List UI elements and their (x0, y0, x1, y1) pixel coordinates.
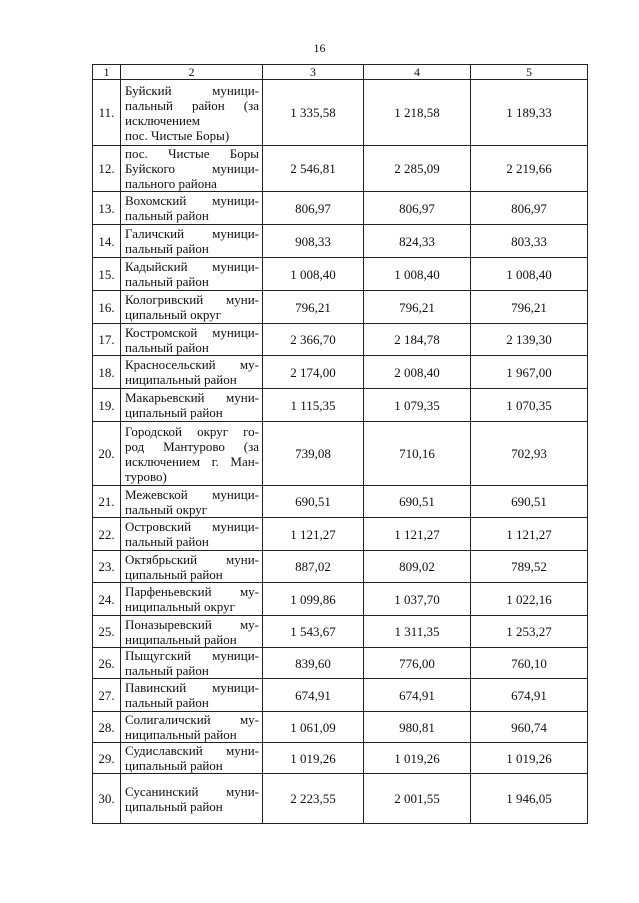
value-cell-v5: 1 070,35 (471, 389, 588, 422)
district-name (121, 80, 263, 146)
district-name-line: Судиславский муни- (125, 743, 259, 758)
value-cell-v4: 824,33 (364, 225, 471, 258)
row-number: 26. (93, 648, 121, 679)
table-row (93, 225, 588, 258)
district-name-line: пального района (125, 176, 217, 191)
district-name-line: турово) (125, 468, 167, 484)
district-name (121, 356, 263, 389)
district-name-line: пальный район (125, 663, 209, 678)
value-cell-v5: 760,10 (471, 648, 588, 679)
value-cell-v3: 2 366,70 (263, 324, 364, 356)
row-number: 12. (93, 146, 121, 192)
value-cell-v5: 796,21 (471, 291, 588, 324)
value-cell-v4: 1 019,26 (364, 743, 471, 774)
value-cell-v3: 796,21 (263, 291, 364, 324)
district-name (121, 518, 263, 551)
table-row (93, 712, 588, 743)
district-name-line: ципальный район (125, 566, 223, 582)
value-cell-v4: 1 037,70 (364, 583, 471, 616)
value-cell-v4: 796,21 (364, 291, 471, 324)
value-cell-v4: 710,16 (364, 422, 471, 486)
value-cell-v3: 839,60 (263, 648, 364, 679)
value-cell-v5: 960,74 (471, 712, 588, 743)
column-header: 3 (263, 65, 364, 80)
district-name-line: пальный район (125, 534, 209, 549)
value-cell-v5: 1 019,26 (471, 743, 588, 774)
district-name-line: род Мантурово (за (125, 438, 259, 454)
value-cell-v3: 887,02 (263, 551, 364, 583)
value-cell-v5: 1 121,27 (471, 518, 588, 551)
value-cell-v5: 1 022,16 (471, 583, 588, 616)
value-cell-v3: 1 543,67 (263, 616, 364, 648)
table-row (93, 616, 588, 648)
row-number: 30. (93, 774, 121, 824)
data-table (92, 64, 588, 824)
value-cell-v3: 739,08 (263, 422, 364, 486)
table-row (93, 743, 588, 774)
column-header: 1 (93, 65, 121, 80)
district-name (121, 389, 263, 422)
table-row (93, 648, 588, 679)
district-name-line: Поназыревский му- (125, 616, 259, 632)
value-cell-v5: 806,97 (471, 192, 588, 225)
district-name-line: Сусанинский муни- (125, 783, 259, 799)
district-name-line: Макарьевский муни- (125, 390, 259, 405)
district-name (121, 648, 263, 679)
value-cell-v5: 1 946,05 (471, 774, 588, 824)
table-row (93, 258, 588, 291)
value-cell-v3: 1 019,26 (263, 743, 364, 774)
district-name-line: исключением г. Ман- (125, 453, 259, 469)
table-row (93, 774, 588, 824)
row-number: 22. (93, 518, 121, 551)
value-cell-v4: 1 008,40 (364, 258, 471, 291)
district-name-line: Буйский муници- (125, 82, 259, 98)
district-name (121, 712, 263, 743)
value-cell-v3: 2 174,00 (263, 356, 364, 389)
value-cell-v3: 2 546,81 (263, 146, 364, 192)
district-name-line: ниципальный район (125, 631, 237, 647)
value-cell-v3: 806,97 (263, 192, 364, 225)
value-cell-v4: 2 184,78 (364, 324, 471, 356)
district-name (121, 225, 263, 258)
district-name (121, 422, 263, 486)
district-name-line: Вохомский муници- (125, 193, 259, 208)
row-number: 28. (93, 712, 121, 743)
district-name-line: ниципальный район (125, 372, 237, 387)
district-name-line: Костромской муници- (125, 324, 259, 340)
value-cell-v4: 1 121,27 (364, 518, 471, 551)
value-cell-v5: 674,91 (471, 679, 588, 712)
district-name-line: Пыщугский муници- (125, 648, 259, 663)
table-row (93, 146, 588, 192)
table-row (93, 422, 588, 486)
table-row (93, 583, 588, 616)
value-cell-v3: 1 061,09 (263, 712, 364, 743)
table-row (93, 80, 588, 146)
district-name (121, 743, 263, 774)
district-name-line: ципальный округ (125, 307, 222, 322)
district-name (121, 774, 263, 824)
value-cell-v5: 803,33 (471, 225, 588, 258)
district-name (121, 551, 263, 583)
value-cell-v4: 809,02 (364, 551, 471, 583)
table-row (93, 291, 588, 324)
row-number: 16. (93, 291, 121, 324)
district-name-line: пальный район (125, 274, 209, 289)
district-name (121, 616, 263, 648)
value-cell-v3: 908,33 (263, 225, 364, 258)
value-cell-v4: 980,81 (364, 712, 471, 743)
value-cell-v4: 2 008,40 (364, 356, 471, 389)
value-cell-v4: 806,97 (364, 192, 471, 225)
value-cell-v3: 674,91 (263, 679, 364, 712)
row-number: 11. (93, 80, 121, 146)
table-row (93, 356, 588, 389)
district-name-line: Солигаличский му- (125, 712, 259, 727)
row-number: 29. (93, 743, 121, 774)
value-cell-v3: 2 223,55 (263, 774, 364, 824)
table-row (93, 486, 588, 518)
district-name (121, 324, 263, 356)
table-row (93, 518, 588, 551)
column-header: 4 (364, 65, 471, 80)
district-name-line: Красносельский му- (125, 357, 259, 372)
district-name-line: пальный район (125, 695, 209, 710)
value-cell-v4: 1 218,58 (364, 80, 471, 146)
district-name (121, 679, 263, 712)
district-name-line: ципальный район (125, 798, 223, 814)
row-number: 27. (93, 679, 121, 712)
district-name-line: ципальный район (125, 758, 223, 773)
row-number: 24. (93, 583, 121, 616)
value-cell-v4: 674,91 (364, 679, 471, 712)
district-name-line: Буйского муници- (125, 161, 259, 176)
row-number: 13. (93, 192, 121, 225)
value-cell-v5: 1 253,27 (471, 616, 588, 648)
table-row (93, 389, 588, 422)
district-name-line: пальный округ (125, 501, 208, 517)
value-cell-v5: 690,51 (471, 486, 588, 518)
value-cell-v4: 2 001,55 (364, 774, 471, 824)
value-cell-v5: 1 008,40 (471, 258, 588, 291)
district-name-line: пос. Чистые Боры) (125, 127, 230, 143)
district-name-line: пос. Чистые Боры (125, 146, 259, 161)
row-number: 20. (93, 422, 121, 486)
table-row (93, 679, 588, 712)
district-name-line: Межевской муници- (125, 486, 259, 502)
district-name-line: пальный район (125, 339, 209, 355)
table-body (93, 80, 588, 824)
column-header: 2 (121, 65, 263, 80)
district-name-line: Островский муници- (125, 519, 259, 534)
page-number: 16 (313, 41, 326, 55)
value-cell-v5: 2 139,30 (471, 324, 588, 356)
row-number: 19. (93, 389, 121, 422)
district-name-line: Павинский муници- (125, 680, 259, 695)
value-cell-v3: 1 121,27 (263, 518, 364, 551)
table-row (93, 551, 588, 583)
district-name-line: пальный район (за (125, 97, 259, 113)
value-cell-v4: 776,00 (364, 648, 471, 679)
district-name-line: ниципальный округ (125, 599, 235, 614)
district-name (121, 583, 263, 616)
district-name-line: Галичский муници- (125, 226, 259, 241)
district-name-line: исключением (125, 112, 200, 128)
column-header: 5 (471, 65, 588, 80)
district-name-line: Октябрьский муни- (125, 551, 259, 567)
value-cell-v3: 1 115,35 (263, 389, 364, 422)
value-cell-v5: 1 189,33 (471, 80, 588, 146)
district-name-line: Городской округ го- (125, 423, 259, 439)
value-cell-v3: 1 099,86 (263, 583, 364, 616)
table-row (93, 192, 588, 225)
row-number: 21. (93, 486, 121, 518)
value-cell-v4: 690,51 (364, 486, 471, 518)
value-cell-v5: 789,52 (471, 551, 588, 583)
value-cell-v3: 690,51 (263, 486, 364, 518)
row-number: 15. (93, 258, 121, 291)
value-cell-v3: 1 335,58 (263, 80, 364, 146)
district-name-line: пальный район (125, 241, 209, 256)
district-name (121, 146, 263, 192)
district-name-line: пальный район (125, 208, 209, 223)
district-name-line: Парфеньевский му- (125, 584, 259, 599)
row-number: 23. (93, 551, 121, 583)
value-cell-v4: 1 311,35 (364, 616, 471, 648)
row-number: 18. (93, 356, 121, 389)
value-cell-v5: 1 967,00 (471, 356, 588, 389)
row-number: 17. (93, 324, 121, 356)
table-row (93, 324, 588, 356)
district-name (121, 291, 263, 324)
district-name-line: Кадыйский муници- (125, 259, 259, 274)
value-cell-v3: 1 008,40 (263, 258, 364, 291)
header-row (93, 65, 588, 80)
value-cell-v4: 1 079,35 (364, 389, 471, 422)
value-cell-v5: 2 219,66 (471, 146, 588, 192)
district-name (121, 192, 263, 225)
district-name-line: ципальный район (125, 405, 223, 420)
row-number: 14. (93, 225, 121, 258)
district-name-line: Кологривский муни- (125, 292, 259, 307)
value-cell-v4: 2 285,09 (364, 146, 471, 192)
value-cell-v5: 702,93 (471, 422, 588, 486)
district-name-line: ниципальный район (125, 727, 237, 742)
district-name (121, 258, 263, 291)
row-number: 25. (93, 616, 121, 648)
district-name (121, 486, 263, 518)
